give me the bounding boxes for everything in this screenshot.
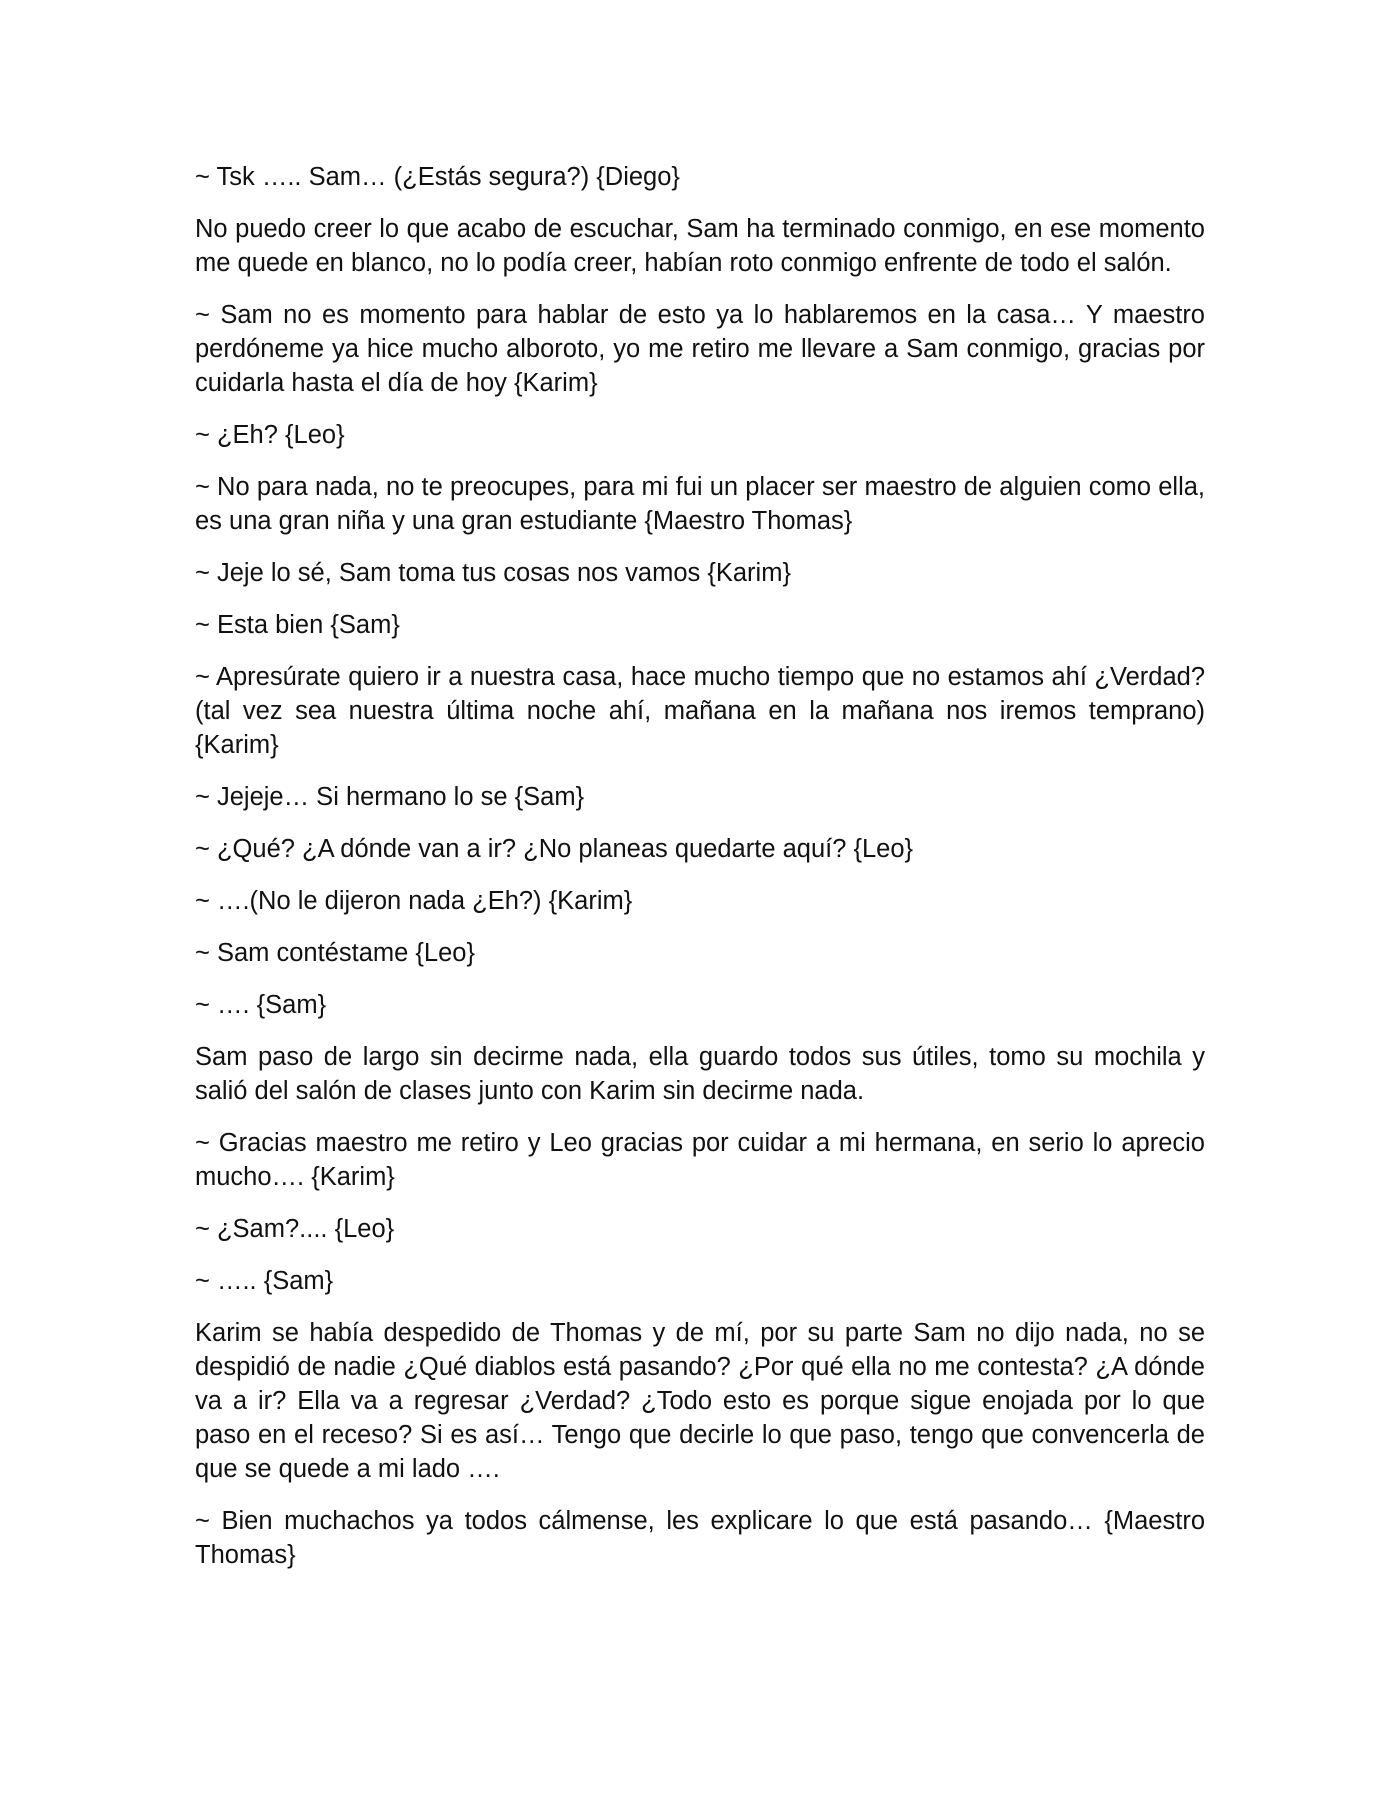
dialogue-line: ~ Apresúrate quiero ir a nuestra casa, hace mucho tiempo que no estamos ahí ¿Verdad? (tal vez sea nuestra última noche ahí, mañana en la mañana nos iremos temprano) {Karim} bbox=[195, 663, 1205, 759]
dialogue-line: ~ Jejeje… Si hermano lo se {Sam} bbox=[195, 783, 585, 811]
dialogue-line: ~ Esta bien {Sam} bbox=[195, 611, 400, 639]
dialogue-line: ~ Gracias maestro me retiro y Leo gracias por cuidar a mi hermana, en serio lo aprecio mucho…. {Karim} bbox=[195, 1129, 1205, 1191]
document-page bbox=[195, 160, 1205, 1590]
narration-paragraph: Karim se había despedido de Thomas y de mí, por su parte Sam no dijo nada, no se despidió de nadie ¿Qué diablos está pasando? ¿Por qué ella no me contesta? ¿A dónde va a ir? Ella va a regresar ¿Verdad? ¿Todo esto es porque sigue enojada por lo que paso en el receso? Si es así… Tengo que decirle lo que paso, tengo que convencerla de que se quede a mi lado …. bbox=[195, 1319, 1205, 1483]
dialogue-line: ~ ¿Sam?.... {Leo} bbox=[195, 1215, 395, 1243]
dialogue-line: ~ Jeje lo sé, Sam toma tus cosas nos vamos {Karim} bbox=[195, 559, 791, 587]
narration-paragraph: No puedo creer lo que acabo de escuchar, Sam ha terminado conmigo, en ese momento me quede en blanco, no lo podía creer, habían roto conmigo enfrente de todo el salón. bbox=[195, 215, 1205, 277]
dialogue-line: ~ Sam no es momento para hablar de esto ya lo hablaremos en la casa… Y maestro perdóneme ya hice mucho alboroto, yo me retiro me llevare a Sam conmigo, gracias por cuidarla hasta el día de hoy {Karim} bbox=[195, 301, 1205, 397]
dialogue-line: ~ …. {Sam} bbox=[195, 991, 327, 1019]
dialogue-line: ~ Bien muchachos ya todos cálmense, les explicare lo que está pasando… {Maestro Thomas} bbox=[195, 1507, 1205, 1569]
dialogue-line: ~ ….. {Sam} bbox=[195, 1267, 334, 1295]
dialogue-line: ~ ¿Qué? ¿A dónde van a ir? ¿No planeas quedarte aquí? {Leo} bbox=[195, 835, 914, 863]
dialogue-line: ~ Sam contéstame {Leo} bbox=[195, 939, 475, 967]
dialogue-line: ~ ¿Eh? {Leo} bbox=[195, 421, 345, 449]
dialogue-line: ~ No para nada, no te preocupes, para mi fui un placer ser maestro de alguien como ella, es una gran niña y una gran estudiante {Maestro Thomas} bbox=[195, 473, 1205, 535]
dialogue-line: ~ Tsk ….. Sam… (¿Estás segura?) {Diego} bbox=[195, 163, 680, 191]
narration-paragraph: Sam paso de largo sin decirme nada, ella guardo todos sus útiles, tomo su mochila y salió del salón de clases junto con Karim sin decirme nada. bbox=[195, 1043, 1205, 1105]
dialogue-line: ~ ….(No le dijeron nada ¿Eh?) {Karim} bbox=[195, 887, 633, 915]
